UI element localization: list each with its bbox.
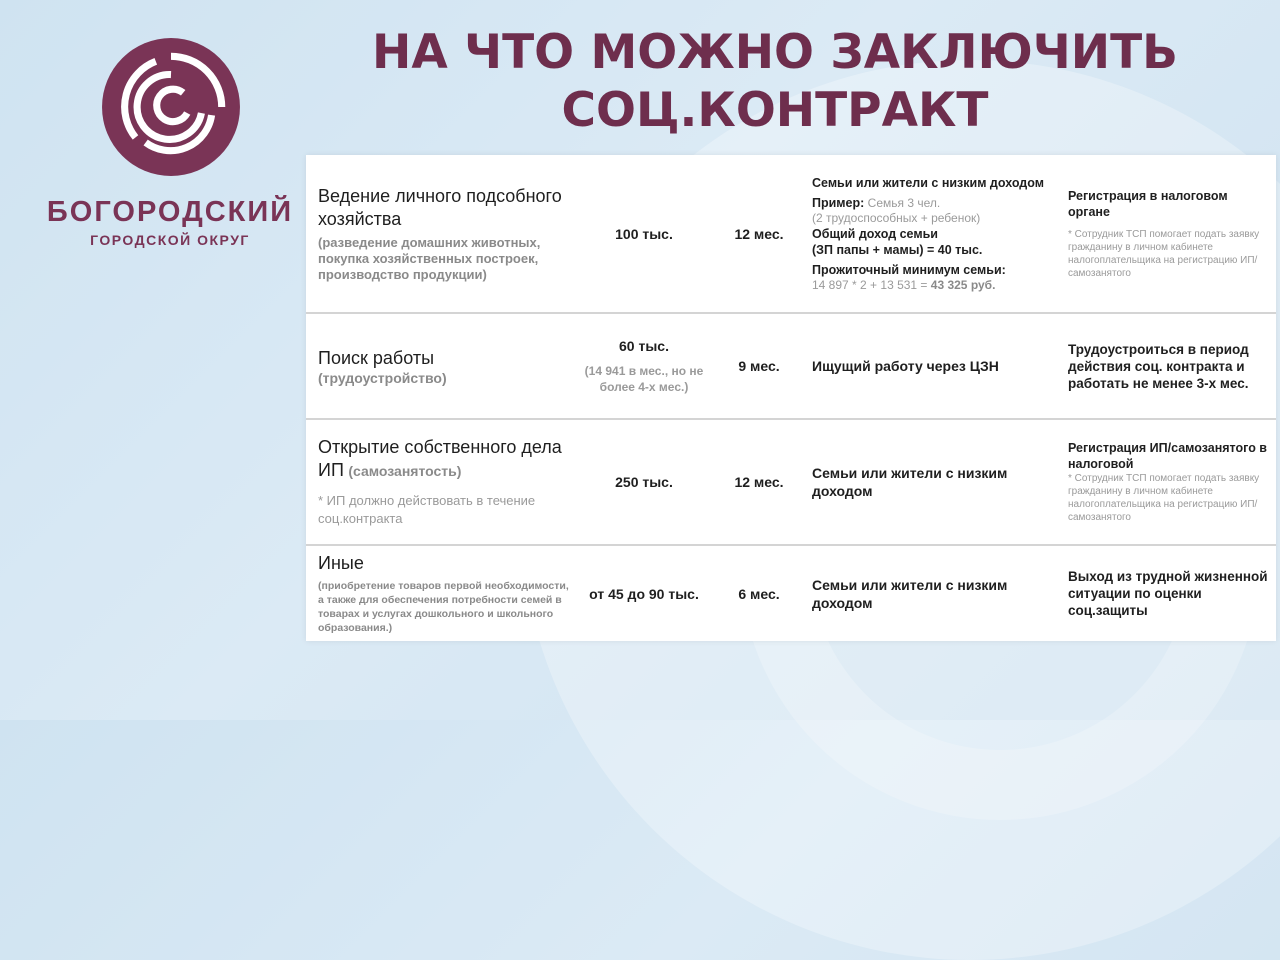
table-row <box>306 546 1276 641</box>
page-title <box>330 24 1220 140</box>
row-amount: 60 тыс. <box>619 338 669 354</box>
row-type-name: Поиск работы <box>318 347 435 368</box>
brand-block <box>40 196 300 248</box>
row-type-name: Ведение личного подсобного хозяйства <box>318 185 562 229</box>
row-type-cell <box>318 314 570 418</box>
table-row <box>306 420 1276 546</box>
row-type-name: Открытие собственного дела ИП <box>318 437 562 480</box>
row-type-cell <box>318 155 570 312</box>
title-line-1: НА ЧТО МОЖНО ЗАКЛЮЧИТЬ <box>372 25 1178 80</box>
row-who-cell <box>812 155 1062 312</box>
row-condition-cell <box>1068 314 1272 418</box>
example-text: Семья 3 чел. <box>867 195 941 210</box>
row-who-cell <box>812 546 1062 641</box>
minimum-total: 43 325 руб. <box>930 277 996 292</box>
row-type-cell <box>318 546 570 641</box>
row-amount: 250 тыс. <box>615 474 673 490</box>
row-amount-cell <box>576 155 712 312</box>
row-condition: Регистрация в налоговом органе <box>1068 188 1228 219</box>
row-term: 12 мес. <box>734 474 784 490</box>
row-type-heading <box>318 436 570 482</box>
brand-subtitle: ГОРОДСКОЙ ОКРУГ <box>90 232 250 248</box>
row-amount-cell <box>576 314 712 418</box>
title-line-2: СОЦ.КОНТРАКТ <box>561 83 989 138</box>
minimum-line <box>812 278 1062 293</box>
logo-icon <box>100 36 242 178</box>
row-term-cell <box>718 420 800 544</box>
row-who-title: Ищущий работу через ЦЗН <box>812 358 999 374</box>
example-label: Пример: <box>812 195 865 210</box>
income-line-2: (ЗП папы + мамы) = 40 тыс. <box>812 242 983 257</box>
row-amount: от 45 до 90 тыс. <box>589 585 699 602</box>
row-who-title: Семьи или жители с низким доходом <box>812 175 1044 190</box>
row-type-note: * ИП должно действовать в течение соц.контракта <box>318 493 536 526</box>
row-who-title: Семьи или жители с низким доходом <box>812 465 1008 499</box>
row-type-cell <box>318 420 570 544</box>
minimum-label: Прожиточный минимум семьи: <box>812 262 1006 277</box>
row-condition: Трудоустроиться в период действия соц. контракта и работать не менее 3-х мес. <box>1068 341 1249 391</box>
example-detail: (2 трудоспособных + ребенок) <box>812 210 981 225</box>
row-term-cell <box>718 546 800 641</box>
row-condition-cell <box>1068 546 1272 641</box>
row-term: 9 мес. <box>738 358 780 374</box>
table-row <box>306 155 1276 314</box>
row-amount-cell <box>576 420 712 544</box>
row-condition-note: * Сотрудник ТСП помогает подать заявку гражданину в личном кабинете налогоплательщика на регистрацию ИП/самозанятого <box>1068 473 1260 523</box>
example-line <box>812 195 1062 211</box>
row-type-description: (разведение домашних животных, покупка хозяйственных построек, производство продукции) <box>318 234 541 282</box>
minimum-calc: 14 897 * 2 + 13 531 = <box>812 277 928 292</box>
row-type-description: (трудоустройство) <box>318 369 447 386</box>
table-row <box>306 314 1276 420</box>
row-type-name: Иные <box>318 553 364 573</box>
row-term: 12 мес. <box>734 225 784 242</box>
row-condition-note: * Сотрудник ТСП помогает подать заявку гражданину в личном кабинете налогоплательщика на регистрацию ИП/самозанятого <box>1068 228 1260 279</box>
row-term-cell <box>718 155 800 312</box>
brand-name: БОГОРОДСКИЙ <box>46 196 294 228</box>
row-amount-cell <box>576 546 712 641</box>
row-condition-cell <box>1068 420 1272 544</box>
row-amount-note: (14 941 в мес., но не более 4-х мес.) <box>584 364 704 394</box>
row-type-description: (самозанятость) <box>348 463 462 479</box>
row-who-title: Семьи или жители с низким доходом <box>812 576 1008 611</box>
income-line-1: Общий доход семьи <box>812 226 938 241</box>
row-term-cell <box>718 314 800 418</box>
row-who-cell <box>812 314 1062 418</box>
row-who-cell <box>812 420 1062 544</box>
row-amount: 100 тыс. <box>615 225 673 242</box>
row-type-description: (приобретение товаров первой необходимости, а также для обеспечения потребности семей в товарах и услугах дошкольного и школьного образования.) <box>318 580 569 634</box>
row-condition: Регистрация ИП/самозанятого в налоговой <box>1068 441 1267 471</box>
row-term: 6 мес. <box>738 585 780 602</box>
row-condition-cell <box>1068 155 1272 312</box>
row-condition: Выход из трудной жизненной ситуации по оценки соц.защиты <box>1068 569 1268 618</box>
contract-table <box>306 155 1276 641</box>
